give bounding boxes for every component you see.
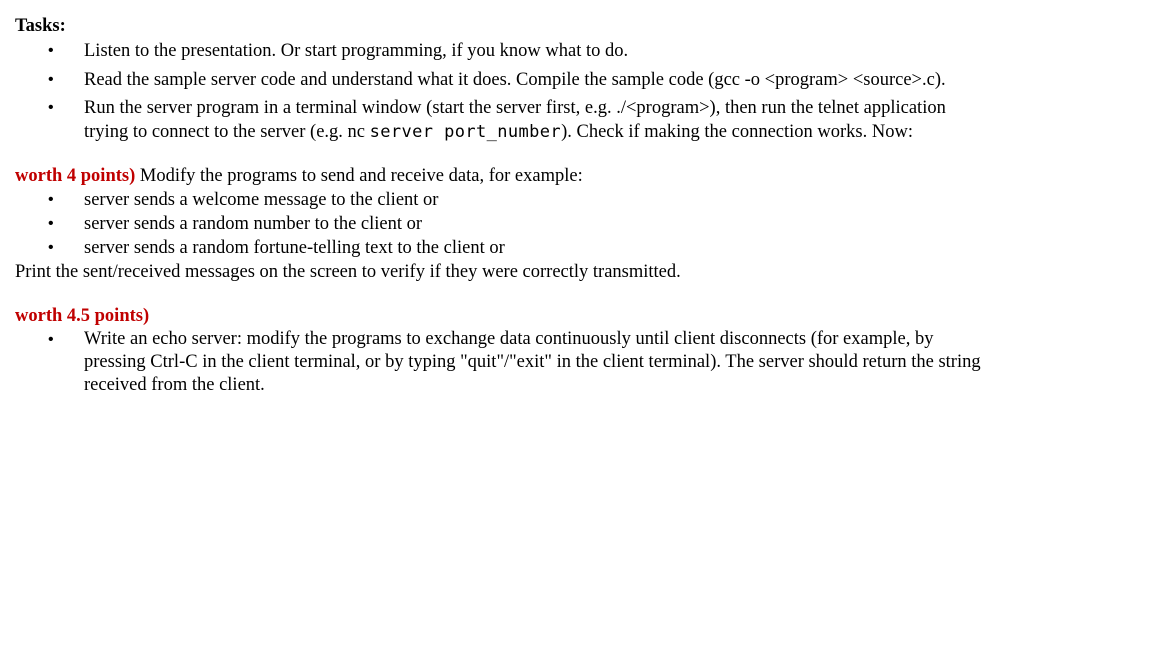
worth-points-label: worth 4 points) — [15, 166, 136, 186]
bullet-icon: • — [48, 42, 54, 59]
task-item-2 — [15, 68, 1135, 92]
task-item-text-line2 — [84, 120, 1135, 144]
section2-list — [15, 328, 1135, 397]
bullet-icon: • — [48, 331, 54, 348]
tasks-heading: Tasks: — [15, 16, 66, 36]
task-item-text-line1: Run the server program in a terminal window (start the server first, e.g. ./<program>), then run the telnet application — [84, 98, 946, 118]
bullet-icon: • — [48, 191, 54, 208]
section1-item — [15, 212, 1135, 236]
task-item-text: Read the sample server code and understand what it does. Compile the sample code (gcc -o <program> <source>.c). — [84, 70, 946, 90]
bullet-icon: • — [48, 71, 54, 88]
section2-item-line2: pressing Ctrl-C in the client terminal, or by typing "quit"/"exit" in the client terminal). The server should return the string — [84, 352, 981, 372]
bullet-icon: • — [48, 239, 54, 256]
section-spacer — [15, 144, 1135, 164]
section1-list — [15, 188, 1135, 260]
section1-item-text: server sends a welcome message to the client or — [84, 190, 439, 210]
bullet-icon: • — [48, 215, 54, 232]
task-list — [15, 39, 1135, 144]
section2-intro — [15, 304, 1135, 328]
section-spacer — [15, 284, 1135, 304]
section1-item-text: server sends a random number to the client or — [84, 214, 423, 234]
section2-item-line1: Write an echo server: modify the programs to exchange data continuously until client disconnects (for example, by — [84, 329, 934, 349]
task-item-text-suffix: ). Check if making the connection works. Now: — [561, 122, 913, 142]
section1-item — [15, 188, 1135, 212]
section2-item-line3: received from the client. — [84, 375, 265, 395]
section2-item — [15, 328, 1135, 397]
code-snippet: server port_number — [369, 122, 562, 142]
section1-intro-text: Modify the programs to send and receive data, for example: — [135, 166, 583, 186]
document-body — [15, 14, 1135, 397]
section1-item-text: server sends a random fortune-telling text to the client or — [84, 238, 505, 258]
task-item-text-prefix: trying to connect to the server (e.g. nc — [84, 122, 370, 142]
section1-item — [15, 236, 1135, 260]
task-item-3 — [15, 96, 1135, 144]
task-item-text: Listen to the presentation. Or start programming, if you know what to do. — [84, 41, 629, 61]
section1-outro: Print the sent/received messages on the screen to verify if they were correctly transmitted. — [15, 262, 681, 282]
worth-points-label: worth 4.5 points) — [15, 306, 150, 326]
section1-intro — [15, 164, 1135, 188]
bullet-icon: • — [48, 99, 54, 116]
task-item-1 — [15, 39, 1135, 63]
